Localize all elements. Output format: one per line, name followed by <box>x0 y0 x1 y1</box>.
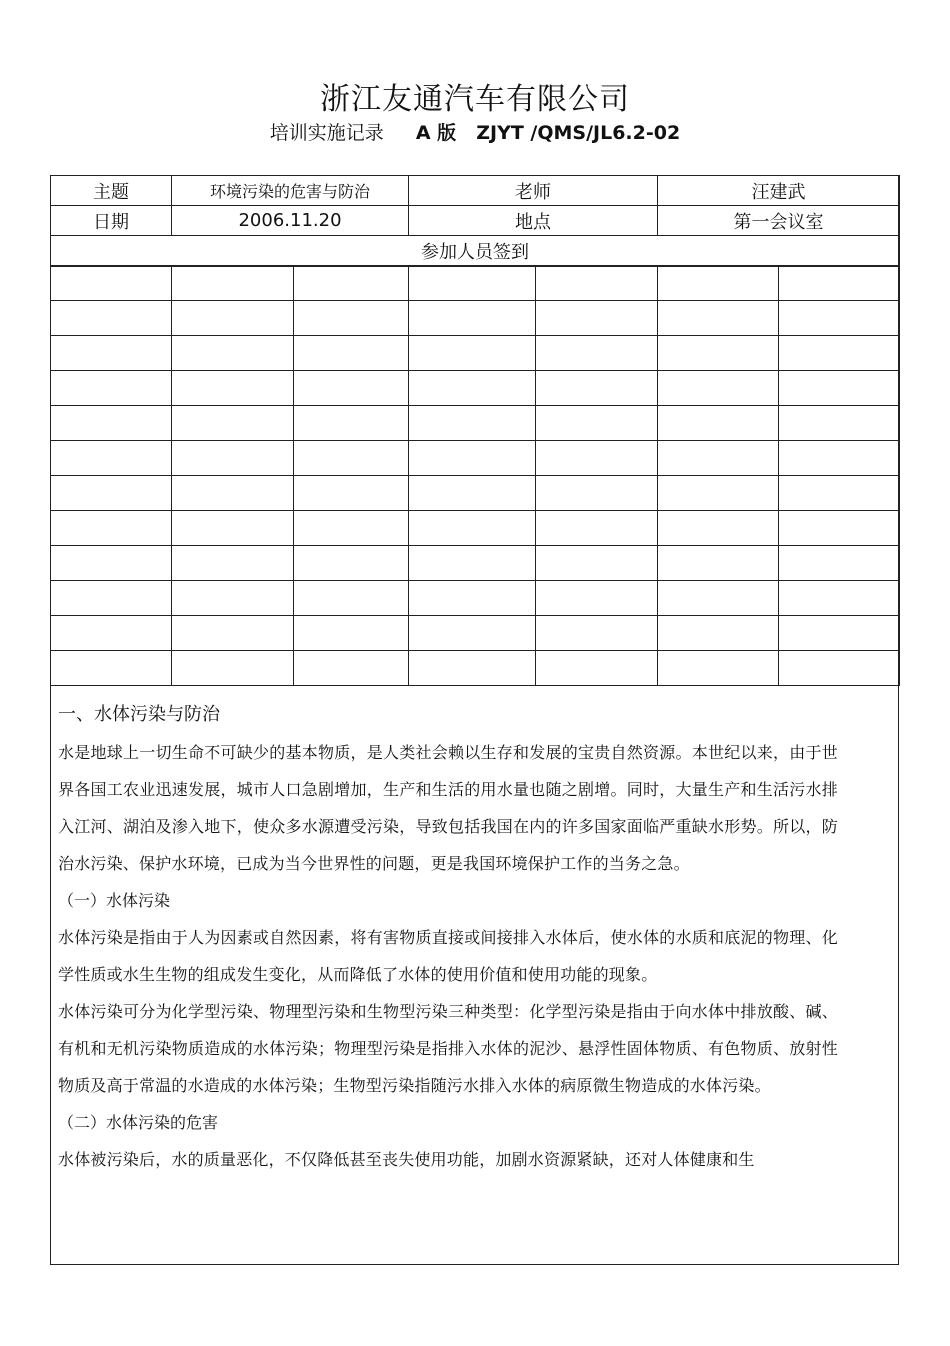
signin-cell[interactable] <box>536 266 658 301</box>
document-code: ZJYT /QMS/JL6.2-02 <box>476 122 681 144</box>
document-subtitle <box>0 118 950 145</box>
signin-cell[interactable] <box>51 581 172 616</box>
signin-cell[interactable] <box>536 371 658 406</box>
signin-cell[interactable] <box>658 301 779 336</box>
signin-cell[interactable] <box>409 511 536 546</box>
signin-cell[interactable] <box>409 266 536 301</box>
signin-cell[interactable] <box>294 511 409 546</box>
version-label: A 版 <box>415 122 457 144</box>
signin-cell[interactable] <box>294 266 409 301</box>
signin-row <box>51 581 900 616</box>
signin-cell[interactable] <box>658 511 779 546</box>
section-title-water-pollution: 一、水体污染与防治 <box>58 704 220 725</box>
subsection-title-water-pollution: （一）水体污染 <box>58 891 171 910</box>
signin-cell[interactable] <box>409 546 536 581</box>
signin-cell[interactable] <box>536 616 658 651</box>
signin-cell[interactable] <box>536 406 658 441</box>
location-label: 地点 <box>409 206 658 236</box>
info-row-date <box>51 206 900 236</box>
signin-cell[interactable] <box>51 616 172 651</box>
signin-cell[interactable] <box>51 546 172 581</box>
signin-row <box>51 651 900 686</box>
signin-cell[interactable] <box>51 441 172 476</box>
signin-row <box>51 301 900 336</box>
info-row-signin <box>51 236 900 267</box>
signin-cell[interactable] <box>294 616 409 651</box>
info-row-topic <box>51 176 900 206</box>
signin-cell[interactable] <box>536 581 658 616</box>
signin-cell[interactable] <box>779 406 900 441</box>
paragraph-intro: 水是地球上一切生命不可缺少的基本物质，是人类社会赖以生存和发展的宝贵自然资源。本世纪以来，由于世界各国工农业迅速发展，城市人口急剧增加，生产和生活的用水量也随之剧增。同时，大量生产和生活污水排入江河、湖泊及渗入地下，使众多水源遭受污染，导致包括我国在内的许多国家面临严重缺水形势。所以，防治水污染、保护水环境，已成为当今世界性的问题，更是我国环境保护工作的当务之急。 <box>58 743 838 873</box>
subsection-title-hazards: （二）水体污染的危害 <box>58 1113 219 1132</box>
signin-row <box>51 476 900 511</box>
signin-row <box>51 616 900 651</box>
signin-cell[interactable] <box>172 371 294 406</box>
signin-cell[interactable] <box>294 336 409 371</box>
signin-cell[interactable] <box>779 651 900 686</box>
signin-row <box>51 546 900 581</box>
signin-cell[interactable] <box>536 336 658 371</box>
document-title: 培训实施记录 <box>269 122 384 144</box>
signin-cell[interactable] <box>51 266 172 301</box>
paragraph-types: 水体污染可分为化学型污染、物理型污染和生物型污染三种类型：化学型污染是指由于向水体中排放酸、碱、有机和无机污染物质造成的水体污染；物理型污染是指排入水体的泥沙、悬浮性固体物质、有色物质、放射性物质及高于常温的水造成的水体污染；生物型污染指随污水排入水体的病原微生物造成的水体污染。 <box>58 1002 838 1095</box>
signin-cell[interactable] <box>51 301 172 336</box>
signin-cell[interactable] <box>172 616 294 651</box>
signin-cell[interactable] <box>294 406 409 441</box>
signin-cell[interactable] <box>409 651 536 686</box>
signin-cell[interactable] <box>536 546 658 581</box>
signin-cell[interactable] <box>536 441 658 476</box>
teacher-label: 老师 <box>409 176 658 206</box>
signin-cell[interactable] <box>779 336 900 371</box>
signin-cell[interactable] <box>51 371 172 406</box>
signin-cell[interactable] <box>51 476 172 511</box>
signin-cell[interactable] <box>294 371 409 406</box>
signin-cell[interactable] <box>658 476 779 511</box>
signin-row <box>51 371 900 406</box>
signin-cell[interactable] <box>536 651 658 686</box>
signin-grid <box>50 265 900 686</box>
paragraph-definition: 水体污染是指由于人为因素或自然因素，将有害物质直接或间接排入水体后，使水体的水质和底泥的物理、化学性质或水生生物的组成发生变化，从而降低了水体的使用价值和使用功能的现象。 <box>58 928 838 984</box>
signin-cell[interactable] <box>294 581 409 616</box>
signin-cell[interactable] <box>779 511 900 546</box>
signin-cell[interactable] <box>409 441 536 476</box>
signin-row <box>51 511 900 546</box>
signin-cell[interactable] <box>172 581 294 616</box>
signin-cell[interactable] <box>294 651 409 686</box>
signin-cell[interactable] <box>172 546 294 581</box>
signin-cell[interactable] <box>779 371 900 406</box>
content-body <box>58 700 838 1178</box>
signin-cell[interactable] <box>658 371 779 406</box>
date-label: 日期 <box>51 206 172 236</box>
signin-cell[interactable] <box>779 441 900 476</box>
signin-cell[interactable] <box>172 511 294 546</box>
signin-row <box>51 336 900 371</box>
signin-cell[interactable] <box>658 651 779 686</box>
signin-cell[interactable] <box>172 301 294 336</box>
signin-cell[interactable] <box>658 581 779 616</box>
signin-cell[interactable] <box>779 616 900 651</box>
signin-cell[interactable] <box>536 511 658 546</box>
signin-row <box>51 441 900 476</box>
date-value: 2006.11.20 <box>172 206 409 236</box>
signin-cell[interactable] <box>409 581 536 616</box>
signin-cell[interactable] <box>409 336 536 371</box>
signin-cell[interactable] <box>172 406 294 441</box>
location-value: 第一会议室 <box>658 206 900 236</box>
signin-cell[interactable] <box>409 301 536 336</box>
signin-cell[interactable] <box>409 476 536 511</box>
info-table <box>50 175 900 267</box>
signin-cell[interactable] <box>658 441 779 476</box>
signin-cell[interactable] <box>172 336 294 371</box>
teacher-value: 汪建武 <box>658 176 900 206</box>
signin-cell[interactable] <box>658 546 779 581</box>
signin-cell[interactable] <box>51 406 172 441</box>
signin-cell[interactable] <box>51 336 172 371</box>
signin-cell[interactable] <box>294 301 409 336</box>
signin-cell[interactable] <box>409 616 536 651</box>
signin-cell[interactable] <box>294 546 409 581</box>
topic-label: 主题 <box>51 176 172 206</box>
signin-cell[interactable] <box>172 651 294 686</box>
signin-cell[interactable] <box>658 336 779 371</box>
signin-cell[interactable] <box>294 441 409 476</box>
signin-cell[interactable] <box>779 476 900 511</box>
signin-cell[interactable] <box>658 406 779 441</box>
signin-title: 参加人员签到 <box>51 236 900 267</box>
signin-row <box>51 266 900 301</box>
paragraph-hazards: 水体被污染后，水的质量恶化，不仅降低甚至丧失使用功能，加剧水资源紧缺，还对人体健康和生 <box>58 1150 755 1169</box>
signin-row <box>51 406 900 441</box>
signin-cell[interactable] <box>779 581 900 616</box>
topic-value: 环境污染的危害与防治 <box>172 176 409 206</box>
signin-cell[interactable] <box>172 266 294 301</box>
signin-cell[interactable] <box>409 406 536 441</box>
signin-cell[interactable] <box>294 476 409 511</box>
signin-cell[interactable] <box>172 441 294 476</box>
company-name: 浙江友通汽车有限公司 <box>320 82 630 117</box>
signin-cell[interactable] <box>779 301 900 336</box>
signin-cell[interactable] <box>779 266 900 301</box>
signin-cell[interactable] <box>658 266 779 301</box>
signin-cell[interactable] <box>536 301 658 336</box>
signin-cell[interactable] <box>172 476 294 511</box>
signin-cell[interactable] <box>409 371 536 406</box>
signin-cell[interactable] <box>536 476 658 511</box>
signin-cell[interactable] <box>779 546 900 581</box>
signin-cell[interactable] <box>51 651 172 686</box>
signin-cell[interactable] <box>658 616 779 651</box>
signin-cell[interactable] <box>51 511 172 546</box>
